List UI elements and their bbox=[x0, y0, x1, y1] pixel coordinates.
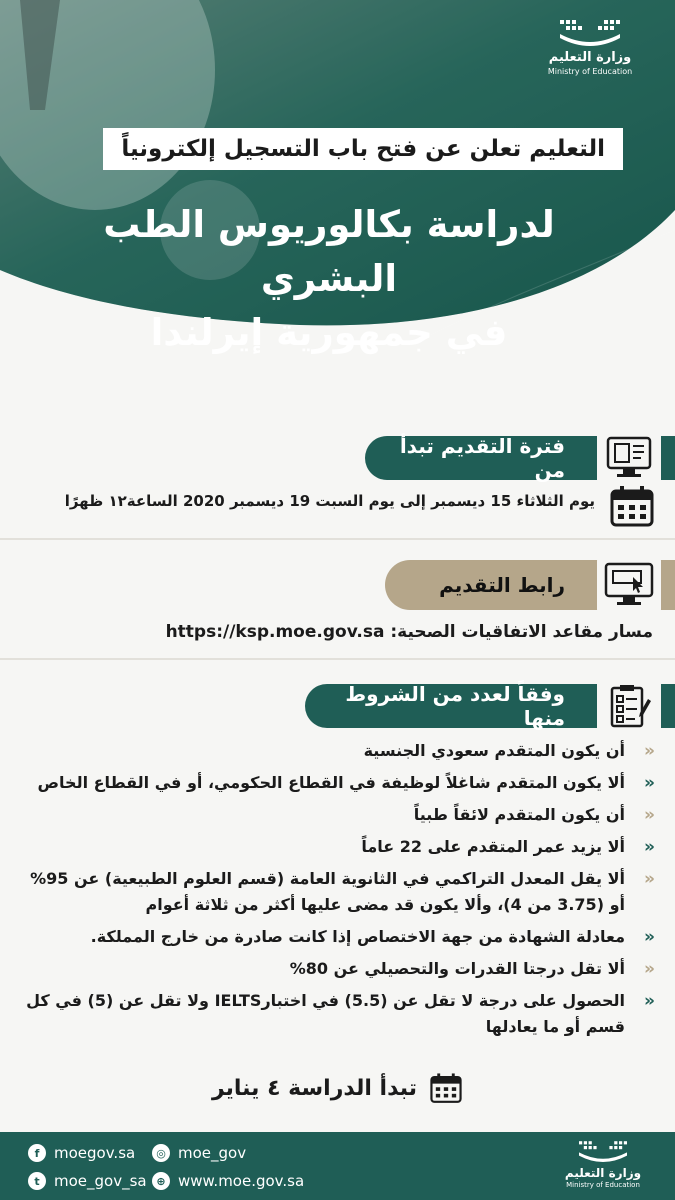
ministry-name-ar: وزارة التعليم bbox=[548, 50, 632, 65]
instagram-link[interactable]: ◎ moe_gov bbox=[152, 1144, 246, 1162]
headline bbox=[29, 198, 629, 360]
application-link-bar bbox=[385, 560, 675, 610]
condition-item: « أن يكون المتقدم سعودي الجنسية bbox=[363, 741, 655, 761]
divider bbox=[0, 538, 675, 540]
checklist-icon bbox=[597, 674, 661, 738]
conditions-title: وفقاً لعدد من الشروط منها bbox=[345, 682, 565, 730]
application-form-icon bbox=[597, 426, 661, 490]
headline-line-2: في جمهورية إيرلندا bbox=[150, 311, 508, 354]
website-link[interactable]: ⊕ www.moe.gov.sa bbox=[152, 1172, 304, 1190]
application-link-url[interactable]: https://ksp.moe.gov.sa bbox=[165, 622, 385, 642]
divider bbox=[0, 658, 675, 660]
facebook-icon: f bbox=[28, 1144, 46, 1162]
announcement-title: التعليم تعلن عن فتح باب التسجيل إلكترونياً bbox=[103, 128, 623, 170]
condition-item: « ألا يزيد عمر المتقدم على 22 عاماً bbox=[361, 837, 655, 857]
headline-line-1: لدراسة بكالوريوس الطب البشري bbox=[103, 203, 555, 300]
conditions-bar bbox=[305, 684, 675, 728]
application-period-title: فترة التقديم تبدأ من bbox=[399, 434, 565, 482]
ministry-emblem-icon bbox=[554, 16, 626, 46]
condition-item: « ألا تقل درجتا القدرات والتحصيلي عن 80% bbox=[289, 959, 655, 979]
facebook-link[interactable]: f moegov.sa bbox=[28, 1144, 135, 1162]
application-period-bar bbox=[365, 436, 675, 480]
chevron-icon: « bbox=[644, 741, 655, 761]
footer bbox=[0, 1132, 675, 1200]
chevron-icon: « bbox=[644, 959, 655, 979]
ministry-logo bbox=[535, 16, 645, 76]
chevron-icon: « bbox=[644, 991, 655, 1011]
ministry-name-en: Ministry of Education bbox=[547, 67, 633, 76]
footer-ministry-name-en: Ministry of Education bbox=[566, 1181, 640, 1189]
chevron-icon: « bbox=[644, 837, 655, 857]
condition-item: « الحصول على درجة لا تقل عن (5.5) في اختبارIELTS ولا تقل عن (5) في كل قسم أو ما يعادلها bbox=[26, 991, 655, 1036]
twitter-icon: t bbox=[28, 1172, 46, 1190]
calendar-icon bbox=[609, 484, 655, 532]
chevron-icon: « bbox=[644, 773, 655, 793]
globe-icon: ⊕ bbox=[152, 1172, 170, 1190]
study-start-row bbox=[0, 1070, 675, 1106]
chevron-icon: « bbox=[644, 927, 655, 947]
condition-item: « ألا يقل المعدل التراكمي في الثانوية العامة (قسم العلوم الطبيعية) عن 95% أو (3.75 من 4)، وألا يكون قد مضى عليها أكثر من ثلاثة أعوام bbox=[30, 869, 655, 914]
computer-click-icon bbox=[597, 553, 661, 617]
calendar-icon bbox=[429, 1072, 463, 1104]
application-link-title: رابط التقديم bbox=[439, 573, 565, 597]
footer-ministry-name-ar: وزارة التعليم bbox=[564, 1166, 642, 1180]
application-link-label: مسار مقاعد الاتفاقيات الصحية: bbox=[390, 622, 653, 642]
instagram-icon: ◎ bbox=[152, 1144, 170, 1162]
hero-banner bbox=[0, 0, 675, 360]
ministry-emblem-icon bbox=[573, 1138, 633, 1162]
chevron-icon: « bbox=[644, 805, 655, 825]
condition-item: « معادلة الشهادة من جهة الاختصاص إذا كانت صادرة من خارج المملكة. bbox=[90, 927, 655, 947]
conditions-list bbox=[19, 738, 655, 1046]
study-start-text: تبدأ الدراسة ٤ يناير bbox=[211, 1075, 418, 1101]
footer-ministry-logo bbox=[553, 1138, 653, 1189]
condition-item: « أن يكون المتقدم لائقاً طبياً bbox=[413, 805, 655, 825]
application-link-row bbox=[166, 622, 653, 642]
application-dates: يوم الثلاثاء 15 ديسمبر إلى يوم السبت 19 ديسمبر 2020 الساعة١٢ ظهرًا bbox=[64, 492, 595, 510]
twitter-link[interactable]: t moe_gov_sa bbox=[28, 1172, 147, 1190]
condition-item: « ألا يكون المتقدم شاغلاً لوظيفة في القطاع الحكومي، أو في القطاع الخاص bbox=[37, 773, 655, 793]
chevron-icon: « bbox=[644, 869, 655, 889]
